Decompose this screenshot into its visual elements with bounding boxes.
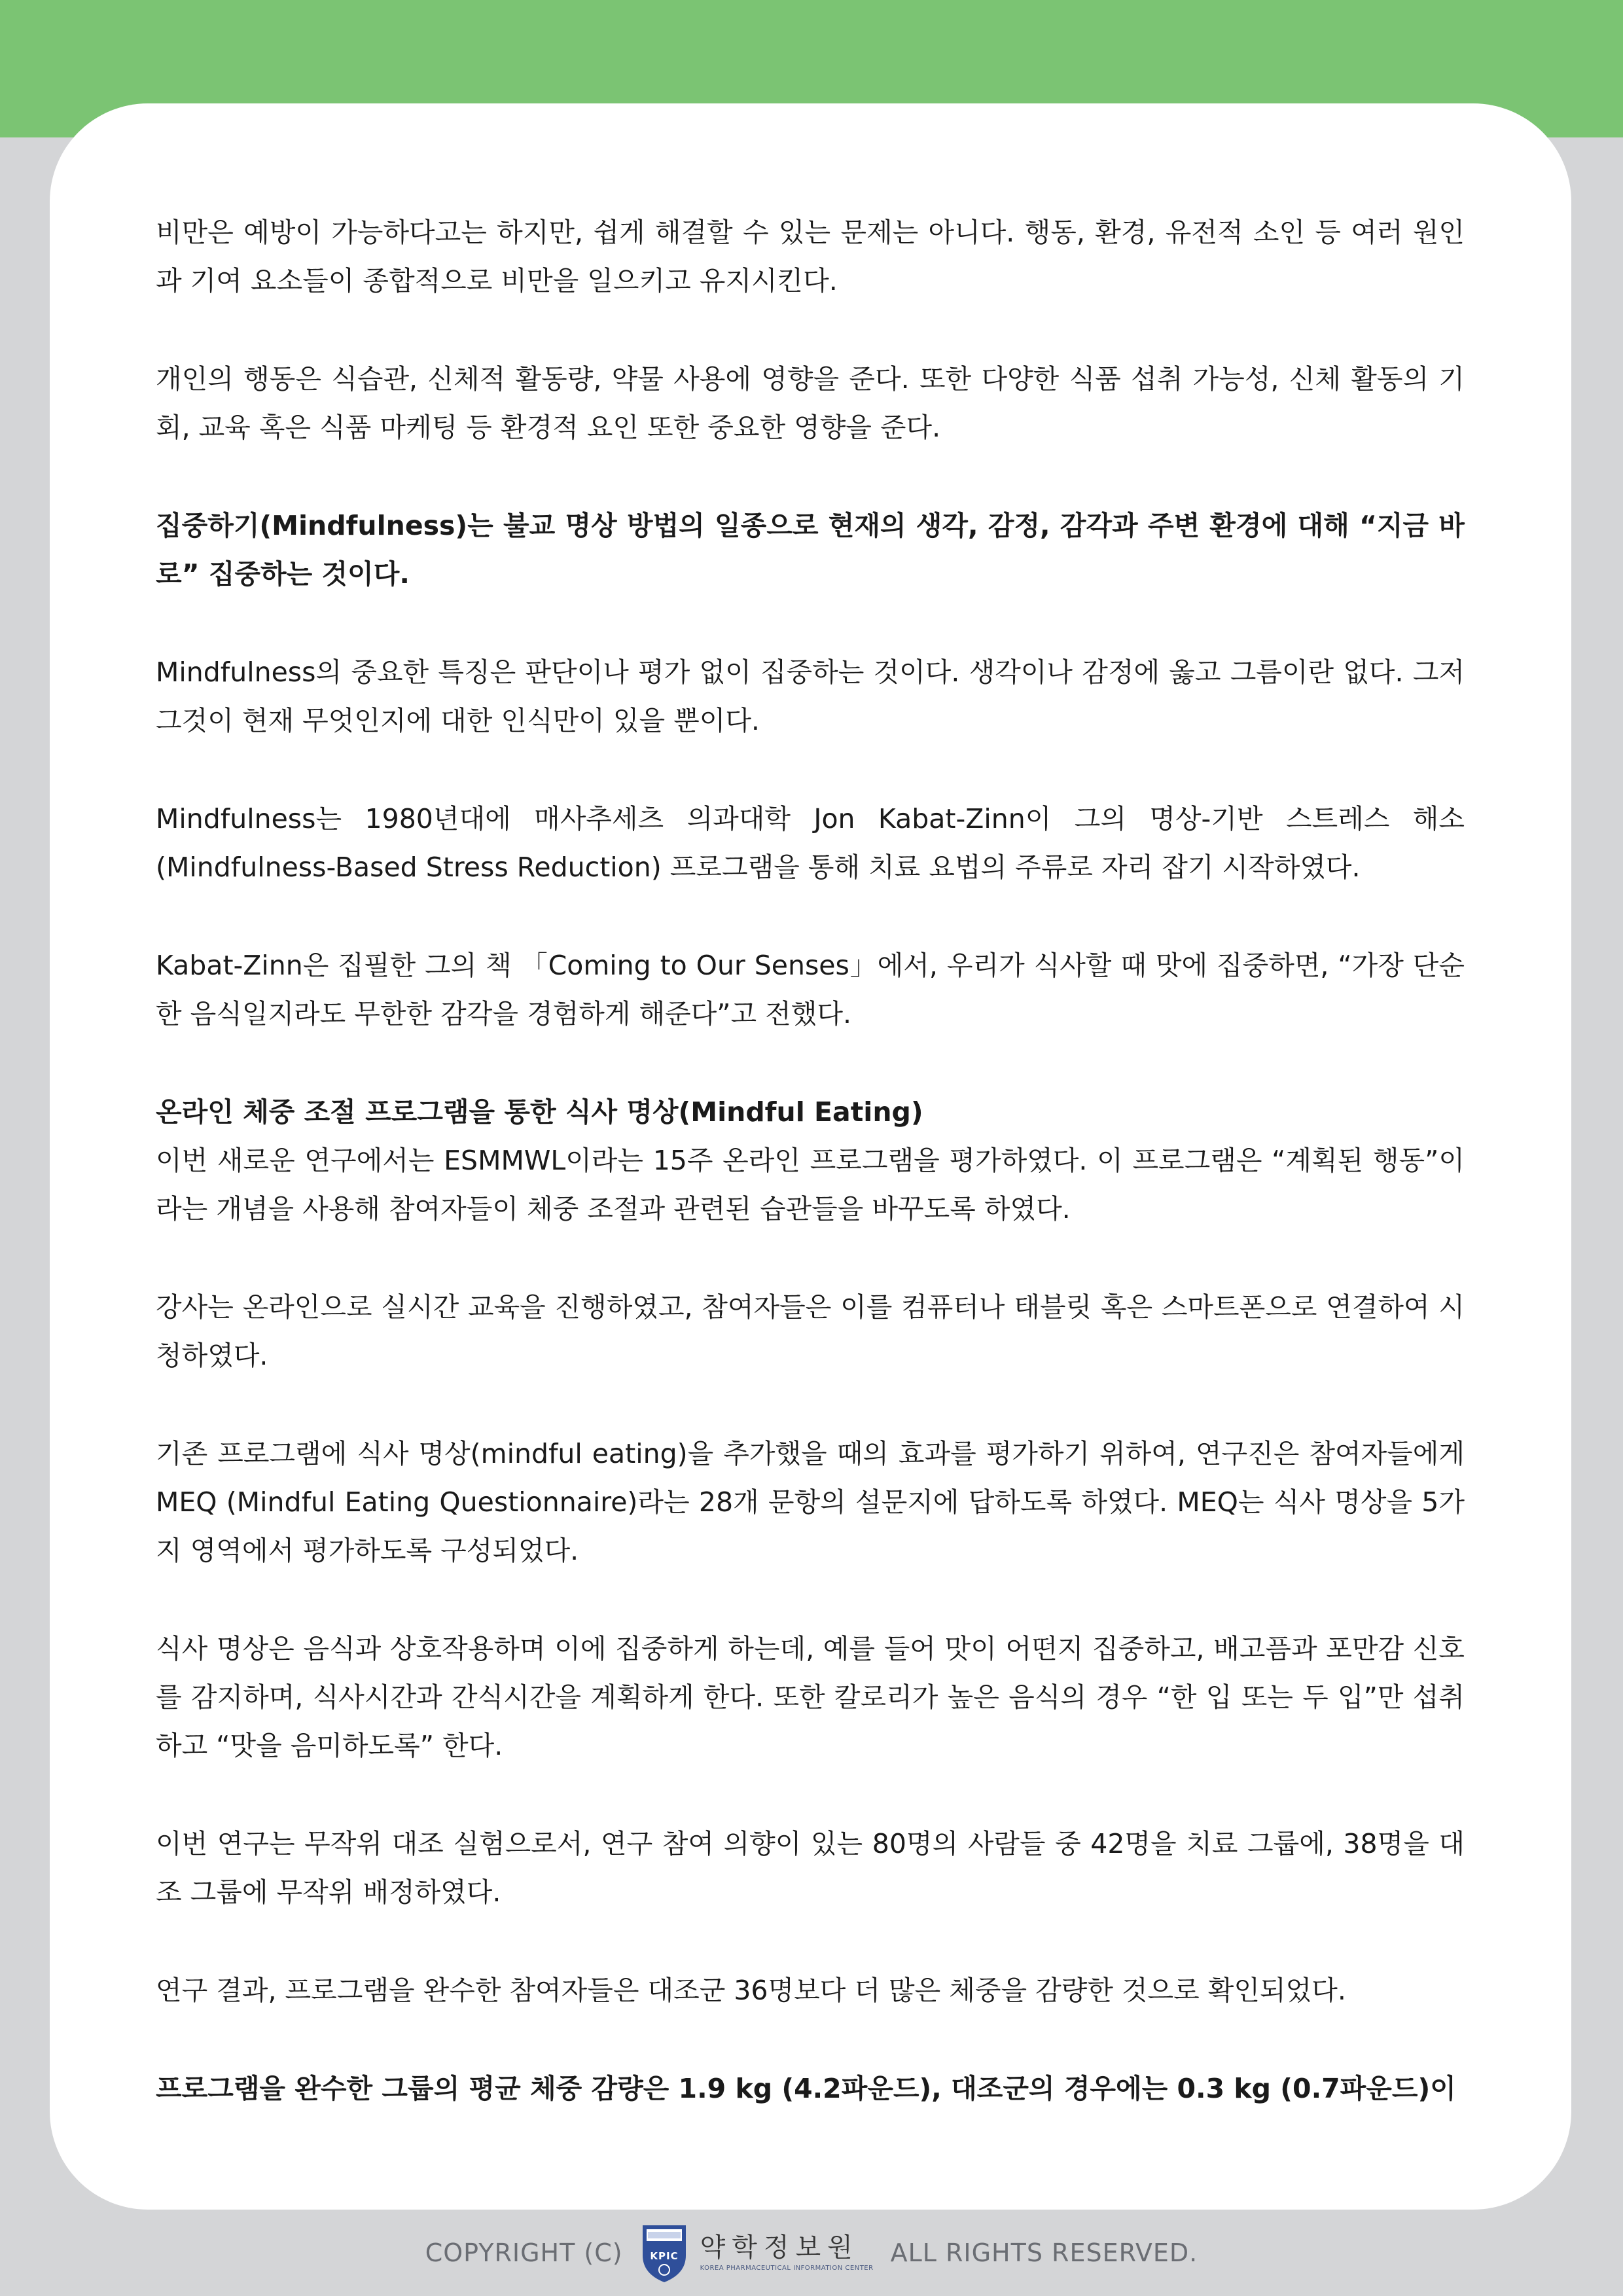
paragraph-mindfulness-definition: 집중하기(Mindfulness)는 불교 명상 방법의 일종으로 현재의 생각, 감정, 감각과 주변 환경에 대해 “지금 바로” 집중하는 것이다. xyxy=(156,510,1465,590)
document-card xyxy=(50,103,1571,2210)
paragraph-esmmwl-program: 이번 새로운 연구에서는 ESMMWL이라는 15주 온라인 프로그램을 평가하였다. 이 프로그램은 “계획된 행동”이라는 개념을 사용해 참여자들이 체중 조절과 관련된 습관들을 바꾸도록 하였다. xyxy=(156,1145,1465,1225)
paragraph-mindfulness-feature: Mindfulness의 중요한 특징은 판단이나 평가 없이 집중하는 것이다. 생각이나 감정에 옳고 그름이란 없다. 그저 그것이 현재 무엇인지에 대한 인식만이 있을 뿐이다. xyxy=(156,656,1465,736)
kpic-logo xyxy=(640,2221,874,2284)
paragraph-mindfulness-history: Mindfulness는 1980년대에 매사추세츠 의과대학 Jon Kabat-Zinn이 그의 명상-기반 스트레스 해소(Mindfulness-Based Stress Reduction) 프로그램을 통해 치료 요법의 주류로 자리 잡기 시작하였다. xyxy=(156,803,1465,883)
kpic-shield-icon xyxy=(640,2221,688,2284)
paragraph-kabat-zinn-book: Kabat-Zinn은 집필한 그의 책 「Coming to Our Senses」에서, 우리가 식사할 때 맛에 집중하면, “가장 단순한 음식일지라도 무한한 감각을 경험하게 해준다”고 전했다. xyxy=(156,950,1465,1030)
paragraph-online-instruction: 강사는 온라인으로 실시간 교육을 진행하였고, 참여자들은 이를 컴퓨터나 태블릿 혹은 스마트폰으로 연결하여 시청하였다. xyxy=(156,1291,1465,1371)
logo-english-name: KOREA PHARMACEUTICAL INFORMATION CENTER xyxy=(700,2265,874,2272)
copyright-text: COPYRIGHT (C) xyxy=(425,2238,623,2267)
paragraph-study-result: 연구 결과, 프로그램을 완수한 참여자들은 대조군 36명보다 더 많은 체중을 감량한 것으로 확인되었다. xyxy=(156,1975,1346,2006)
paragraph-obesity-intro: 비만은 예방이 가능하다고는 하지만, 쉽게 해결할 수 있는 문제는 아니다. 행동, 환경, 유전적 소인 등 여러 원인과 기여 요소들이 종합적으로 비만을 일으키고 유지시킨다. xyxy=(156,217,1465,296)
logo-korean-name: 약학정보원 xyxy=(700,2233,859,2263)
rights-reserved-text: ALL RIGHTS RESERVED. xyxy=(890,2238,1198,2267)
kpic-badge-text: KPIC xyxy=(649,2250,679,2262)
section-heading-mindful-eating: 온라인 체중 조절 프로그램을 통한 식사 명상(Mindful Eating) xyxy=(156,1096,923,1128)
footer xyxy=(0,2210,1623,2296)
paragraph-behavior: 개인의 행동은 식습관, 신체적 활동량, 약물 사용에 영향을 준다. 또한 다양한 식품 섭취 가능성, 신체 활동의 기회, 교육 혹은 식품 마케팅 등 환경적 요인 또한 중요한 영향을 준다. xyxy=(156,363,1465,443)
paragraph-meq: 기존 프로그램에 식사 명상(mindful eating)을 추가했을 때의 효과를 평가하기 위하여, 연구진은 참여자들에게 MEQ (Mindful Eating Questionnaire)라는 28개 문항의 설문지에 답하도록 하였다. MEQ는 식사 명상을 5가지 영역에서 평가하도록 구성되었다. xyxy=(156,1438,1465,1566)
paragraph-study-design: 이번 연구는 무작위 대조 실험으로서, 연구 참여 의향이 있는 80명의 사람들 중 42명을 치료 그룹에, 38명을 대조 그룹에 무작위 배정하였다. xyxy=(156,1828,1465,1908)
article-body xyxy=(156,208,1465,2113)
paragraph-weight-loss-result: 프로그램을 완수한 그룹의 평균 체중 감량은 1.9 kg (4.2파운드), 대조군의 경우에는 0.3 kg (0.7파운드)이 xyxy=(156,2073,1456,2104)
paragraph-mindful-eating-practice: 식사 명상은 음식과 상호작용하며 이에 집중하게 하는데, 예를 들어 맛이 어떤지 집중하고, 배고픔과 포만감 신호를 감지하며, 식사시간과 간식시간을 계획하게 한다. 또한 칼로리가 높은 음식의 경우 “한 입 또는 두 입”만 섭취하고 “맛을 음미하도록” 한다. xyxy=(156,1633,1465,1761)
